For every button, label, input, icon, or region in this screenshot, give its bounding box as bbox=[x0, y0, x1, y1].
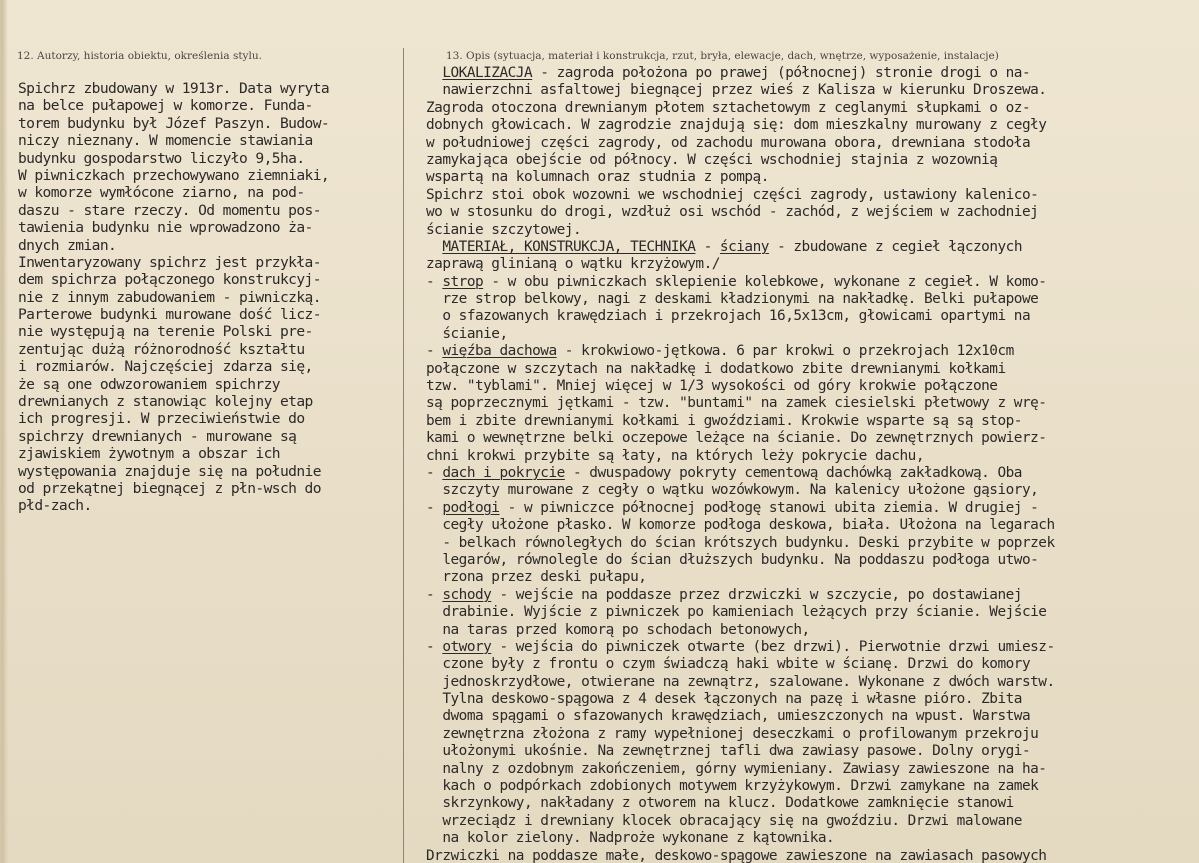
text-line bbox=[426, 413, 1055, 430]
text-line: że są one odwzorowaniem spichrzy bbox=[18, 375, 280, 393]
text-run: zaprawą glinianą o wątku krzyżowym./ bbox=[426, 256, 720, 273]
text-line bbox=[426, 795, 1055, 812]
text-run: szczyty murowane z cegły o wątku wozówkowym. Na kalenicy ułożone gąsiory, bbox=[426, 482, 1039, 499]
text-run: dobnych głowicach. W zagrodzie znajdują się: dom mieszkalny murowany z cegły bbox=[426, 117, 1047, 134]
text-run: na taras przed komorą po schodach betonowych, bbox=[426, 621, 810, 638]
text-run: kach o podpórkach zdobionych motywem krzyżykowym. Drzwi zamykane na zamek bbox=[426, 778, 1039, 795]
text-line bbox=[426, 656, 1055, 673]
text-line: ich progresji. W przeciwieństwie do bbox=[18, 410, 305, 428]
column-divider bbox=[403, 48, 404, 863]
text-line bbox=[426, 708, 1055, 725]
text-run: legarów, równolegle do ścian dłuższych budynku. Na poddaszu podłoga utwo- bbox=[426, 551, 1039, 568]
text-line bbox=[426, 65, 1055, 82]
page-fold-shadow bbox=[2, 0, 8, 863]
text-run: ułożonymi ukośnie. Na zewnętrznej tafli dwa zawiasy pasowe. Dolny orygi- bbox=[426, 743, 1031, 760]
text-run: drabinie. Wyjście z piwniczek po kamieniach leżących przy ścianie. Wejście bbox=[426, 604, 1047, 621]
text-run: bem i zbite drewnianymi kołkami i gwoździami. Krokwie wsparte są są stop- bbox=[426, 412, 1022, 429]
text-run: - bbox=[426, 499, 443, 516]
text-run: - wejście na poddasze przez drzwiczki w szczycie, po dostawianej bbox=[491, 586, 1022, 603]
text-line bbox=[426, 587, 1055, 604]
text-run: na kolor zielony. Nadproże wykonane z kątownika. bbox=[426, 830, 835, 847]
text-run: - zbudowane z cegieł łączonych bbox=[768, 238, 1022, 255]
text-run: tzw. "tyblami". Mniej więcej w 1/3 wysokości od góry krokwie połączone bbox=[426, 378, 998, 395]
section-heading: otwory bbox=[442, 638, 492, 655]
text-run: są poprzecznymi jętkami - tzw. "buntami" na zamek ciesielski płetwowy z wrę- bbox=[426, 395, 1047, 412]
text-line bbox=[426, 813, 1055, 830]
text-line: spichrzy drewnianych - murowane są bbox=[18, 427, 297, 445]
section-heading: strop bbox=[442, 273, 484, 290]
text-line bbox=[426, 691, 1055, 708]
text-line bbox=[426, 848, 1055, 863]
text-run: wrzeciądz i drewniany klocek obracający się na gwoździu. Drzwi malowane bbox=[426, 812, 1022, 829]
text-run: kami o wewnętrzne belki oczepowe leżące na ścianie. Do zewnętrznych powierz- bbox=[426, 430, 1047, 447]
text-run: dwoma spągami o sfazowanych krawędziach, umieszczonych na wpust. Warstwa bbox=[426, 708, 1031, 725]
text-run: połączone w szczytach na nakładkę i dodatkowo zbite drewnianymi kołkami bbox=[426, 360, 1006, 377]
text-run: - krokwiowo-jętkowa. 6 par krokwi o przekrojach 12x10cm bbox=[556, 343, 1014, 360]
text-run: - wejścia do piwniczek otwarte (bez drzwi). Pierwotnie drzwi umiesz- bbox=[491, 638, 1055, 655]
text-line bbox=[426, 187, 1055, 204]
text-run: skrzynkowy, nakładany z otworem na klucz. Dodatkowe zamknięcie stanowi bbox=[426, 795, 1014, 812]
text-line bbox=[426, 726, 1055, 743]
text-line bbox=[426, 448, 1055, 465]
left-column-header: 12. Autorzy, historia obiektu, określenia stylu. bbox=[17, 50, 262, 62]
text-line bbox=[426, 274, 1055, 291]
text-line: daszu - stare rzeczy. Od momentu pos- bbox=[18, 201, 321, 219]
text-line bbox=[426, 622, 1055, 639]
text-line bbox=[426, 778, 1055, 795]
text-line bbox=[426, 222, 1055, 239]
text-run: czone były z frontu o czym świadczą haki wbite w ścianę. Drzwi do komory bbox=[426, 656, 1031, 673]
text-line: budynku gospodarstwo liczyło 9,5ha. bbox=[18, 149, 305, 167]
text-run: Zagroda otoczona drewnianym płotem sztachetowym z ceglanymi słupkami o oz- bbox=[426, 99, 1031, 116]
text-line: i rozmiarów. Najczęściej zdarza się, bbox=[18, 358, 313, 376]
text-run: Drzwiczki na poddasze małe, deskowo-spągowe zawieszone na zawiasach pasowych bbox=[426, 847, 1047, 863]
text-run bbox=[426, 239, 442, 255]
text-run: w południowej części zagrody, od zachodu murowana obora, drewniana stodoła bbox=[426, 134, 1031, 151]
text-run: - bbox=[426, 273, 443, 290]
text-line: W piwniczkach przechowywano ziemniaki, bbox=[18, 166, 330, 184]
text-line bbox=[426, 117, 1055, 134]
text-line bbox=[426, 535, 1055, 552]
section-heading: schody bbox=[442, 586, 492, 603]
history-text bbox=[18, 80, 329, 515]
description-text bbox=[426, 65, 1055, 863]
text-line bbox=[426, 552, 1055, 569]
text-run: ścianie, bbox=[426, 325, 508, 342]
text-line bbox=[426, 639, 1055, 656]
text-run: - bbox=[426, 464, 443, 481]
text-line: w komorze wymłócone ziarno, na pod- bbox=[18, 184, 305, 202]
text-line bbox=[426, 291, 1055, 308]
text-line bbox=[426, 830, 1055, 847]
section-heading: więźba dachowa bbox=[442, 343, 557, 360]
section-heading: dach i pokrycie bbox=[442, 464, 565, 481]
text-run: chni krokwi przybite są łaty, na których leży pokrycie dachu, bbox=[426, 447, 924, 464]
text-line bbox=[426, 82, 1055, 99]
text-line: Spichrz zbudowany w 1913r. Data wyryta bbox=[18, 80, 330, 97]
text-line: tawienia budynku nie wprowadzono ża- bbox=[18, 219, 313, 237]
text-line bbox=[426, 326, 1055, 343]
right-column-header: 13. Opis (sytuacja, materiał i konstrukcja, rzut, bryła, elewacje, dach, wnętrze, wyposażenie, instalacje) bbox=[446, 50, 999, 62]
text-run: rzona przez deski pułapu, bbox=[426, 569, 647, 586]
text-line bbox=[426, 343, 1055, 360]
text-line bbox=[426, 152, 1055, 169]
text-line bbox=[426, 743, 1055, 760]
text-line: dnych zmian. bbox=[18, 236, 117, 254]
text-run: - bbox=[426, 638, 443, 655]
text-line bbox=[426, 378, 1055, 395]
text-line: nie z innym zabudowaniem - piwniczką. bbox=[18, 288, 321, 306]
text-run: - bbox=[426, 343, 443, 360]
section-heading: LOKALIZACJA bbox=[442, 65, 533, 81]
text-run: - w piwniczce północnej podłogę stanowi ubita ziemia. W drugiej - bbox=[499, 499, 1039, 516]
text-run: - zagroda położona po prawej (północnej) stronie drogi o na- bbox=[532, 65, 1031, 81]
text-line: od przekątnej biegnącej z płn-wsch do bbox=[18, 479, 321, 497]
text-line bbox=[426, 761, 1055, 778]
text-line bbox=[426, 604, 1055, 621]
text-line: zjawiskiem żywotnym a obszar ich bbox=[18, 445, 280, 463]
text-run: cegły ułożone płasko. W komorze podłoga deskowa, biała. Ułożona na legarach bbox=[426, 517, 1055, 534]
text-line bbox=[426, 482, 1055, 499]
text-run: - w obu piwniczkach sklepienie kolebkowe, wykonane z cegieł. W komo- bbox=[483, 273, 1047, 290]
text-line bbox=[426, 135, 1055, 152]
text-run: nalny z ozdobnym zakończeniem, górny wymieniany. Zawiasy zawieszone na ha- bbox=[426, 760, 1047, 777]
text-line: występowania znajduje się na południe bbox=[18, 462, 321, 480]
text-line bbox=[426, 395, 1055, 412]
text-line bbox=[426, 239, 1055, 256]
text-line bbox=[426, 569, 1055, 586]
text-line bbox=[426, 430, 1055, 447]
text-run: wspartą na kolumnach oraz studnia z pompą. bbox=[426, 169, 769, 186]
section-heading: ściany bbox=[719, 238, 769, 255]
text-run: - belkach równoległych do ścian krótszych budynku. Deski przybite w poprzek bbox=[426, 534, 1055, 551]
section-heading: MATERIAŁ, KONSTRUKCJA, TECHNIKA bbox=[442, 238, 696, 255]
text-line: na belce pułapowej w komorze. Funda- bbox=[18, 97, 313, 115]
text-line bbox=[426, 500, 1055, 517]
text-run: rze strop belkowy, nagi z deskami kładzionymi na nakładkę. Belki pułapowe bbox=[426, 291, 1039, 308]
text-run: jednoskrzydłowe, otwierane na zewnątrz, szalowane. Wykonane z dwóch warstw. bbox=[426, 673, 1055, 690]
text-line: torem budynku był Józef Paszyn. Budow- bbox=[18, 114, 330, 132]
text-line: zentując dużą różnorodność kształtu bbox=[18, 340, 305, 358]
text-line bbox=[426, 169, 1055, 186]
text-run: - dwuspadowy pokryty cementową dachówką zakładkową. Oba bbox=[564, 464, 1022, 481]
text-run: - bbox=[426, 586, 443, 603]
text-run: Spichrz stoi obok wozowni we wschodniej części zagrody, ustawiony kalenico- bbox=[426, 186, 1039, 203]
text-line: niczy nieznany. W momencie stawiania bbox=[18, 132, 313, 150]
text-line bbox=[426, 100, 1055, 117]
text-line: płd-zach. bbox=[18, 497, 92, 515]
text-run: zamykająca obejście od północy. W części wschodniej stajnia z wozownią bbox=[426, 151, 998, 168]
text-run: Tylna deskowo-spągowa z 4 desek łączonych na pazę i własne pióro. Zbita bbox=[426, 691, 1022, 708]
text-line bbox=[426, 674, 1055, 691]
text-run: wo w stosunku do drogi, wzdłuż osi wschód - zachód, z wejściem w zachodniej bbox=[426, 204, 1039, 221]
text-run: nawierzchni asfaltowej biegnącej przez wieś z Kalisza w kierunku Droszewa. bbox=[426, 82, 1047, 99]
text-line bbox=[426, 204, 1055, 221]
text-line bbox=[426, 465, 1055, 482]
text-line: drewnianych z stanowiąc kolejny etap bbox=[18, 393, 313, 411]
text-line: dem spichrza połączonego konstrukcyj- bbox=[18, 271, 321, 289]
text-line bbox=[426, 308, 1055, 325]
text-line: nie występują na terenie Polski pre- bbox=[18, 323, 313, 341]
text-run: zewnętrzna złożona z ramy wypełnionej deseczkami o profilowanym przekroju bbox=[426, 725, 1039, 742]
text-run: - bbox=[695, 238, 720, 255]
text-line: Parterowe budynki murowane dość licz- bbox=[18, 306, 321, 324]
text-run bbox=[426, 65, 442, 81]
text-run: o sfazowanych krawędziach i przekrojach 16,5x13cm, głowicami opartymi na bbox=[426, 308, 1031, 325]
text-line: Inwentaryzowany spichrz jest przykła- bbox=[18, 253, 321, 271]
text-run: ścianie szczytowej. bbox=[426, 221, 582, 238]
text-line bbox=[426, 361, 1055, 378]
text-line bbox=[426, 517, 1055, 534]
section-heading: podłogi bbox=[442, 499, 500, 516]
text-line bbox=[426, 256, 1055, 273]
